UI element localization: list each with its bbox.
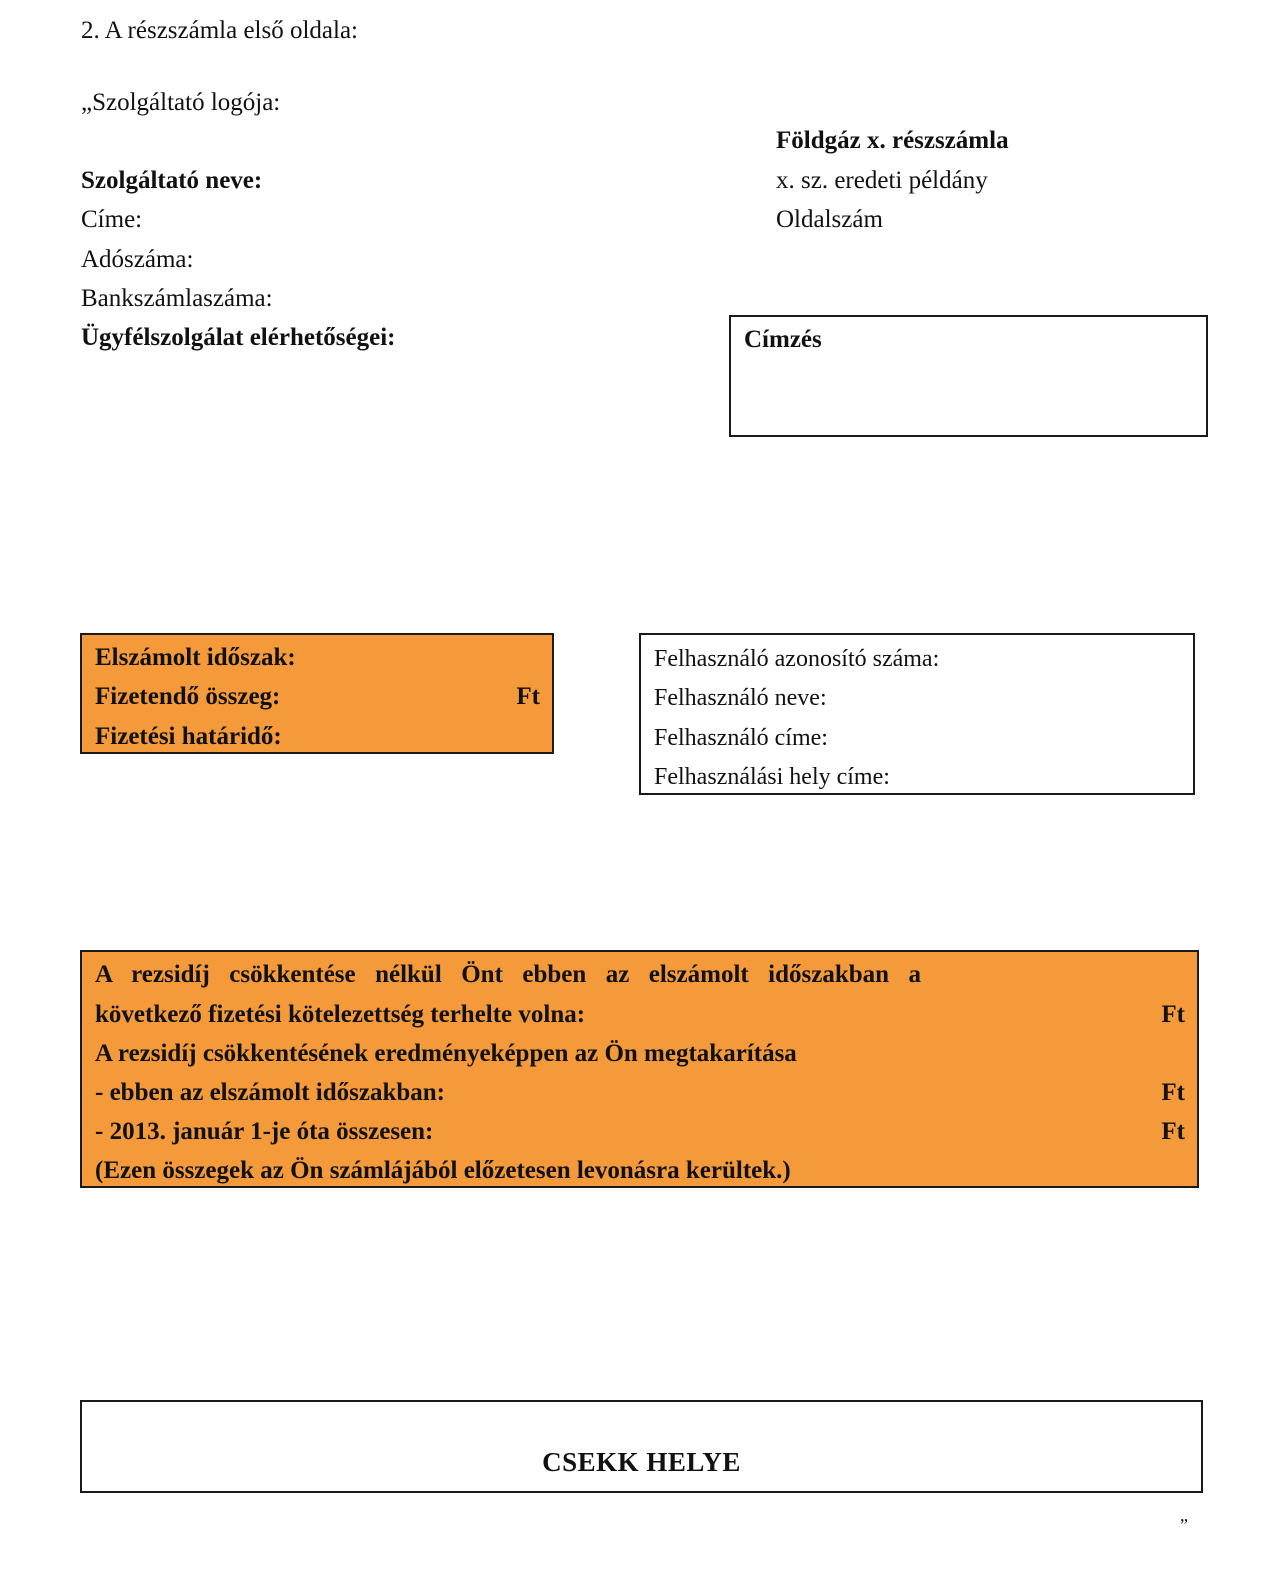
customer-name-label: Felhasználó neve: <box>654 685 827 711</box>
payment-summary-box <box>80 633 554 754</box>
billing-period-label: Elszámolt időszak: <box>95 644 296 671</box>
savings-text-6: (Ezen összegek az Ön számlájából előzetesen levonásra kerültek.) <box>95 1157 791 1184</box>
provider-name-label: Szolgáltató neve: <box>81 167 263 194</box>
customer-id-label: Felhasználó azonosító száma: <box>654 646 940 672</box>
customer-address-label: Felhasználó címe: <box>654 725 828 751</box>
customer-id-row <box>641 644 1193 674</box>
section-heading: 2. A részszámla első oldala: <box>81 17 359 44</box>
due-date-row <box>82 722 552 752</box>
provider-tax-label: Adószáma: <box>81 246 194 273</box>
savings-line-6 <box>82 1156 1197 1186</box>
customer-info-box <box>639 633 1195 795</box>
savings-text-2: következő fizetési kötelezettség terhelte volna: <box>95 1001 586 1028</box>
savings-line-2 <box>82 1000 1197 1030</box>
closing-quote: ” <box>1180 1515 1188 1535</box>
savings-unit-4: Ft <box>1161 1079 1185 1106</box>
savings-unit-2: Ft <box>1161 1001 1185 1028</box>
customer-service-label: Ügyfélszolgálat elérhetőségei: <box>81 324 396 351</box>
amount-due-unit: Ft <box>516 683 540 710</box>
consumption-site-row <box>641 762 1193 792</box>
cheque-box <box>80 1400 1203 1493</box>
cheque-title: CSEKK HELYE <box>542 1447 741 1477</box>
savings-line-5 <box>82 1117 1197 1147</box>
savings-text-5: - 2013. január 1-je óta összesen: <box>95 1118 434 1145</box>
amount-due-label: Fizetendő összeg: <box>95 683 281 710</box>
page-number-label: Oldalszám <box>776 206 883 233</box>
savings-box <box>80 950 1199 1188</box>
savings-text-3: A rezsidíj csökkentésének eredményeképpen az Ön megtakarítása <box>95 1040 797 1067</box>
savings-text-1: A rezsidíj csökkentése nélkül Önt ebben az elszámolt időszakban a <box>95 961 921 988</box>
savings-line-1 <box>82 960 1197 990</box>
addressee-box <box>729 315 1208 437</box>
savings-text-4: - ebben az elszámolt időszakban: <box>95 1079 445 1106</box>
customer-name-row <box>641 683 1193 713</box>
savings-line-3 <box>82 1039 1197 1069</box>
savings-unit-5: Ft <box>1161 1118 1185 1145</box>
invoice-title: Földgáz x. részszámla <box>776 127 1009 154</box>
logo-label: „Szolgáltató logója: <box>81 89 281 116</box>
provider-bank-label: Bankszámlaszáma: <box>81 285 273 312</box>
provider-address-label: Címe: <box>81 206 143 233</box>
savings-line-4 <box>82 1078 1197 1108</box>
copy-line: x. sz. eredeti példány <box>776 167 988 194</box>
billing-period-row <box>82 643 552 673</box>
addressee-title: Címzés <box>744 326 822 353</box>
consumption-site-label: Felhasználási hely címe: <box>654 764 890 790</box>
amount-due-row <box>82 682 552 712</box>
due-date-label: Fizetési határidő: <box>95 723 282 750</box>
customer-address-row <box>641 723 1193 753</box>
